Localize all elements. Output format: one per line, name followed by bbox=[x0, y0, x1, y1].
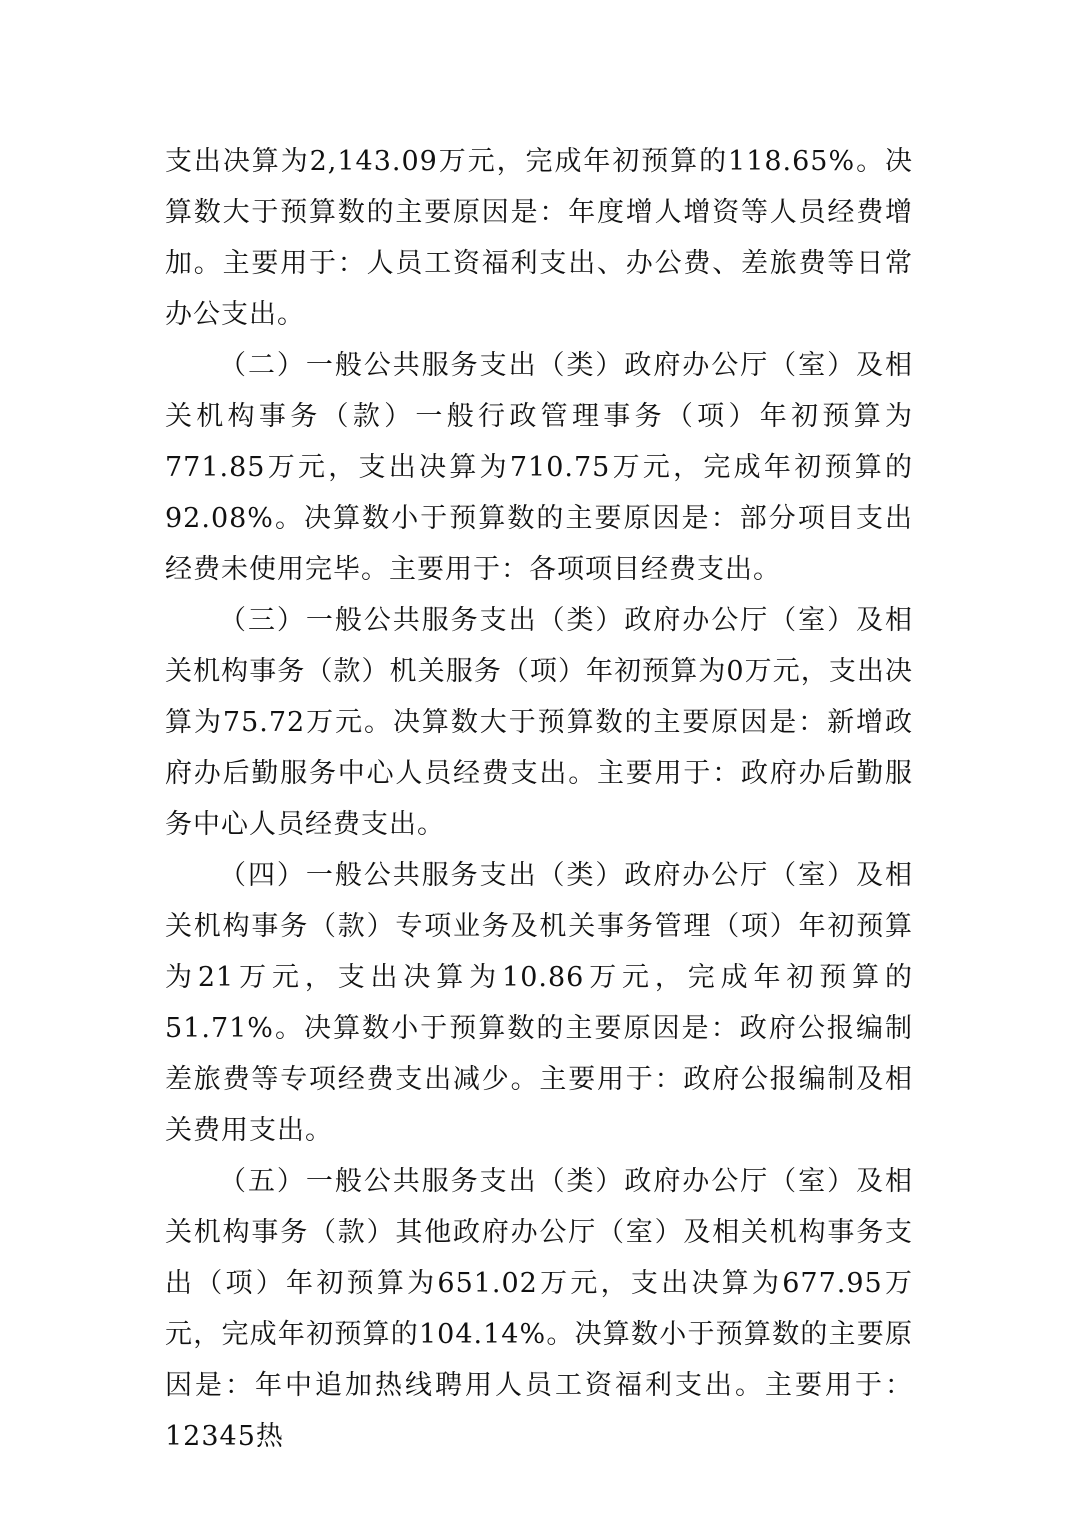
paragraph-continuation: 支出决算为2,143.09万元，完成年初预算的118.65%。决算数大于预算数的主要原因是：年度增人增资等人员经费增加。主要用于：人员工资福利支出、办公费、差旅费等日常办公支出。 bbox=[165, 146, 913, 330]
paragraph-item-4: （四）一般公共服务支出（类）政府办公厅（室）及相关机构事务（款）专项业务及机关事务管理（项）年初预算为21万元，支出决算为10.86万元，完成年初预算的51.71%。决算数小于预算数的主要原因是：政府公报编制差旅费等专项经费支出减少。主要用于：政府公报编制及相关费用支出。 bbox=[165, 860, 913, 1146]
paragraph-item-5: （五）一般公共服务支出（类）政府办公厅（室）及相关机构事务（款）其他政府办公厅（室）及相关机构事务支出（项）年初预算为651.02万元，支出决算为677.95万元，完成年初预算的104.14%。决算数小于预算数的主要原因是：年中追加热线聘用人员工资福利支出。主要用于：12345热 bbox=[165, 1166, 913, 1452]
paragraph-item-3: （三）一般公共服务支出（类）政府办公厅（室）及相关机构事务（款）机关服务（项）年初预算为0万元，支出决算为75.72万元。决算数大于预算数的主要原因是：新增政府办后勤服务中心人员经费支出。主要用于：政府办后勤服务中心人员经费支出。 bbox=[165, 605, 913, 840]
paragraph-item-2: （二）一般公共服务支出（类）政府办公厅（室）及相关机构事务（款）一般行政管理事务（项）年初预算为771.85万元，支出决算为710.75万元，完成年初预算的92.08%。决算数小于预算数的主要原因是：部分项目支出经费未使用完毕。主要用于：各项项目经费支出。 bbox=[165, 350, 913, 585]
document-body bbox=[165, 136, 913, 1462]
